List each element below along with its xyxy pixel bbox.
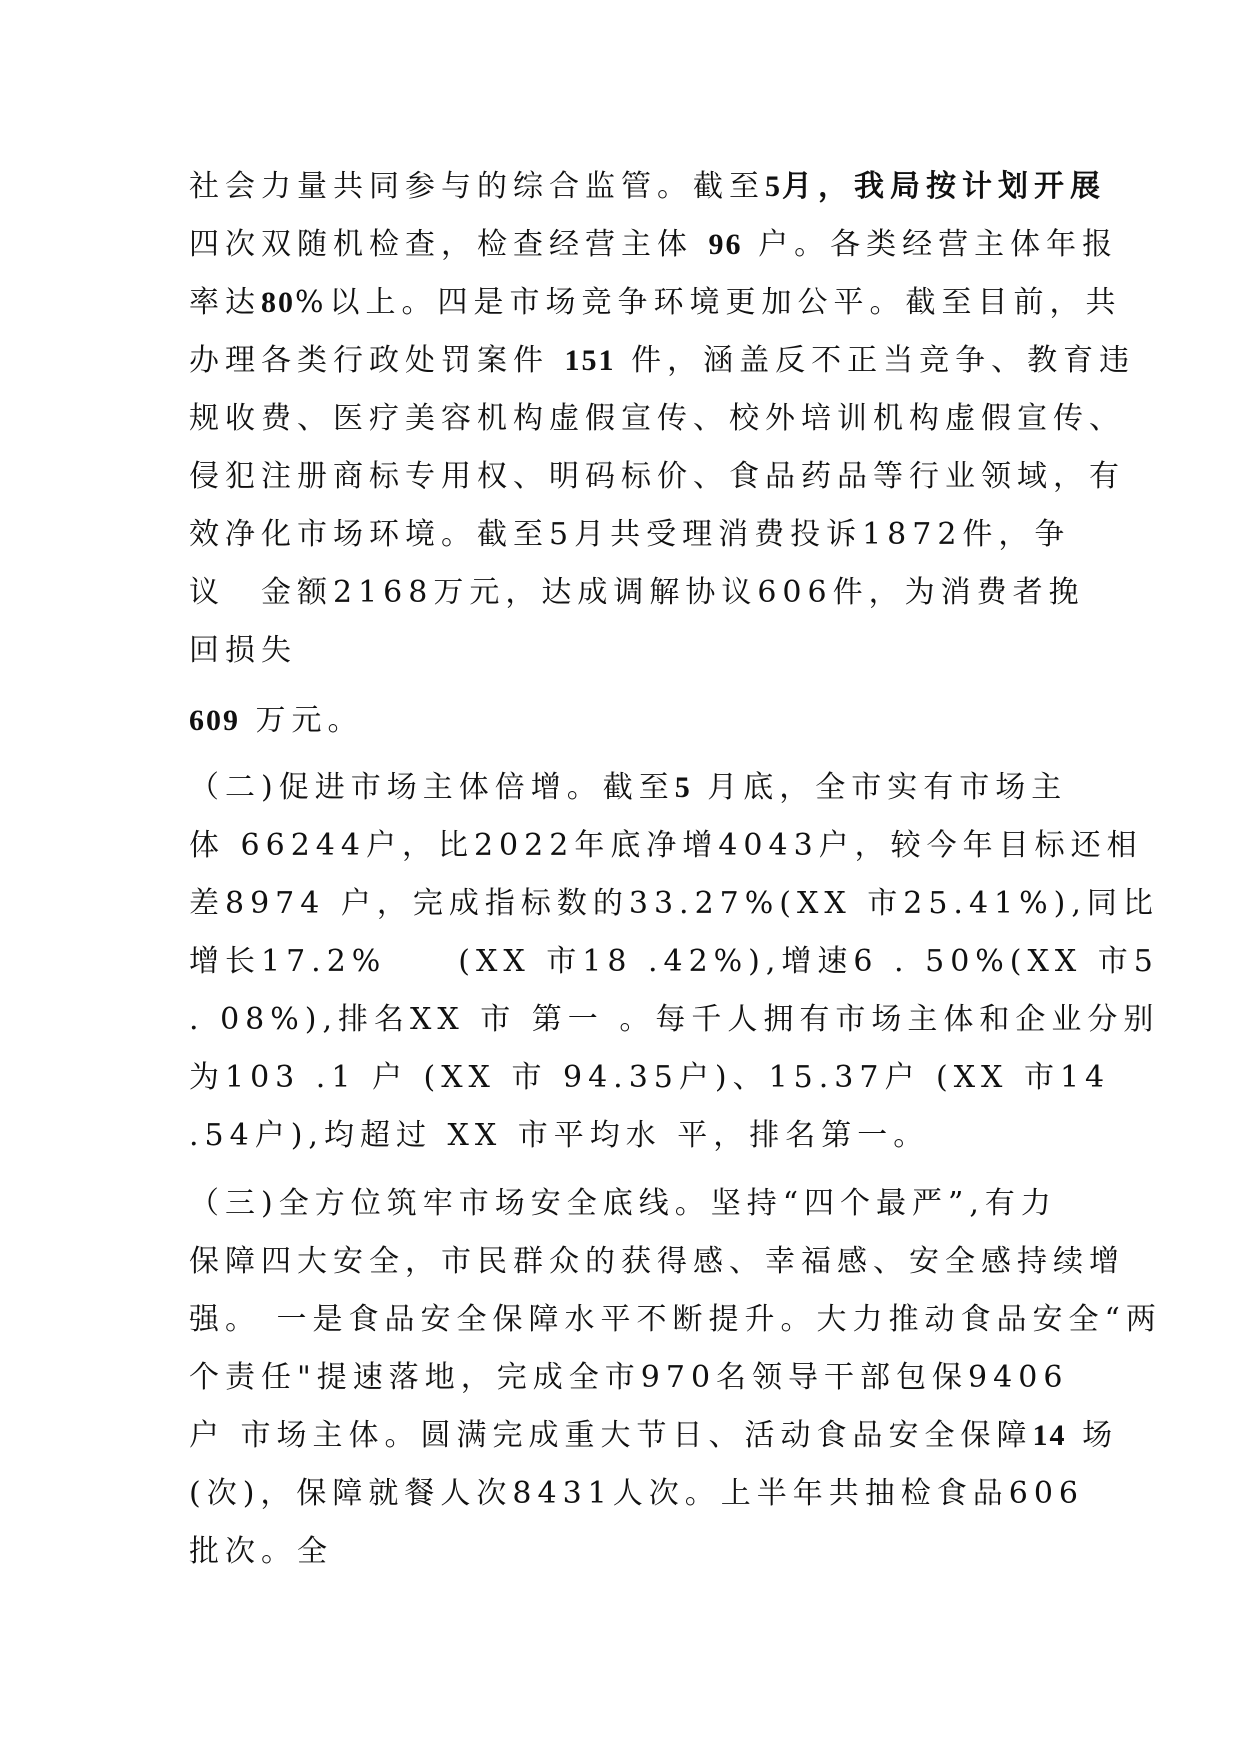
bold-number: 5 [674,771,692,804]
text-segment: 万元。 [240,703,364,738]
text-line [189,1418,1119,1453]
text-line: 强。 一是食品安全保障水平不断提升。大力推动食品安全“两 [189,1302,1162,1337]
text-line: . 08%),排名XX 市 第一 。每千人拥有市场主体和企业分别 [189,1002,1160,1037]
text-segment: 户。各类经营主体年报 [742,227,1119,262]
text-line: （三)全方位筑牢市场安全底线。坚持“四个最严”,有力 [189,1186,1057,1221]
text-line: 体 66244户，比2022年底净增4043户，较今年目标还相 [189,828,1143,863]
text-line: 保障四大安全，市民群众的获得感、幸福感、安全感持续增 [189,1244,1125,1279]
text-line [189,285,1122,320]
text-line [189,169,1106,204]
text-line [189,227,1119,262]
bold-number: 14 [1032,1419,1067,1452]
text-line: 议 金额2168万元，达成调解协议606件，为消费者挽 [189,575,1085,610]
bold-number: 5 [765,170,782,203]
text-line [189,703,364,738]
text-line: 个责任"提速落地，完成全市970名领导干部包保9406 [189,1360,1069,1395]
text-line: 规收费、医疗美容机构虚假宣传、校外培训机构虚假宣传、 [189,401,1125,436]
bold-number: 96 [708,228,743,261]
text-line: 为103 .1 户 (XX 市 94.35户)、15.37户 (XX 市14 [189,1060,1111,1095]
bold-number: 609 [189,704,240,737]
text-line: 增长17.2% (XX 市18 .42%),增速6 . 50%(XX 市5 [189,944,1159,979]
text-line: 回损失 [189,633,297,668]
text-line: (次)，保障就餐人次8431人次。上半年共抽检食品606 [189,1476,1085,1511]
bold-text: 月，我局按计划开展 [782,169,1106,204]
text-segment: 率达 [189,285,261,320]
text-segment: 社会力量共同参与的综合监管。截至 [189,169,765,204]
text-segment: 月底，全市实有市场主 [691,770,1068,805]
text-segment: 场 [1066,1418,1119,1453]
text-segment: 户 市场主体。圆满完成重大节日、活动食品安全保障 [189,1418,1033,1453]
text-line: .54户),均超过 XX 市平均水 平，排名第一。 [189,1118,930,1153]
text-segment: 办理各类行政处罚案件 [189,343,565,378]
text-line: 批次。全 [189,1534,333,1569]
text-line [189,343,1136,378]
bold-number: 80 [261,286,295,319]
text-line: 效净化市场环境。截至5月共受理消费投诉1872件，争 [189,517,1071,552]
text-segment: 件，涵盖反不正当竞争、教育违 [615,343,1136,378]
text-segment: %以上。四是市场竞争环境更加公平。截至目前，共 [295,285,1122,320]
text-line [189,770,1068,805]
text-line: 差8974 户，完成指标数的33.27%(XX 市25.41%),同比 [189,886,1159,921]
bold-number: 151 [564,344,616,377]
text-line: 侵犯注册商标专用权、明码标价、食品药品等行业领域，有 [189,459,1125,494]
text-segment: 四次双随机检查，检查经营主体 [189,227,709,262]
text-segment: （二)促进市场主体倍增。截至 [189,770,675,805]
